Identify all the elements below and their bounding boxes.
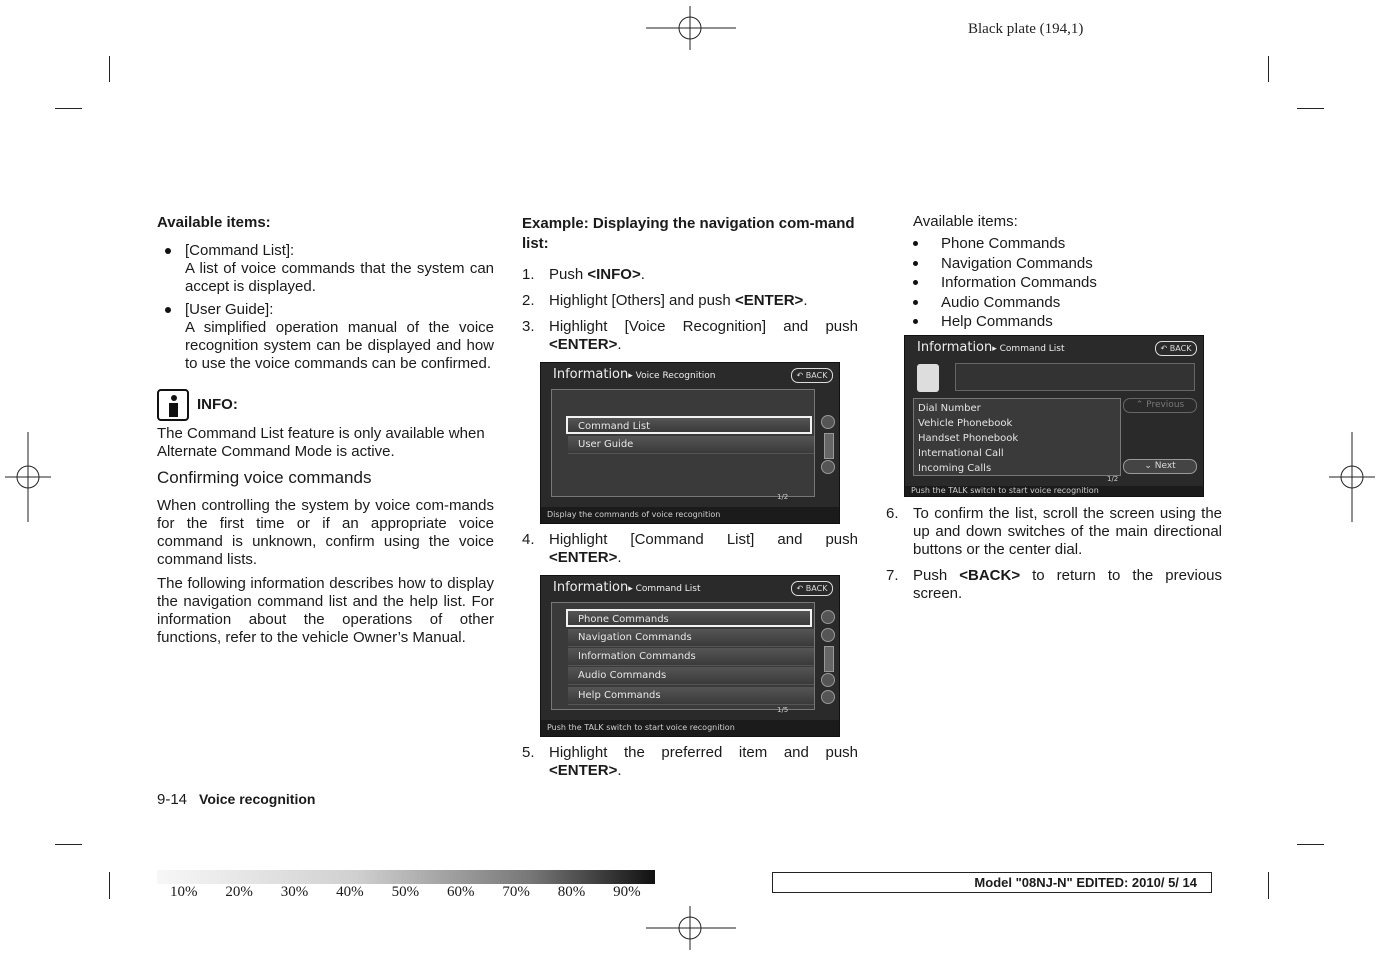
step-number: 2.	[522, 292, 535, 309]
info-text: The Command List feature is only available when Alternate Command Mode is active.	[157, 425, 485, 460]
item-description: A simplified operation manual of the voice recognition system can be displayed and how to use the voice commands can be confirmed.	[185, 319, 494, 372]
bullet-icon	[913, 300, 918, 305]
scroll-icon[interactable]	[821, 628, 835, 642]
page-footer	[157, 791, 315, 808]
menu-item[interactable]: User Guide	[568, 436, 814, 454]
step: 7. Push <BACK> to return to the previous screen.	[886, 567, 1223, 602]
scroll-up-icon[interactable]	[821, 415, 835, 429]
percent-label: 50%	[391, 884, 420, 900]
previous-button[interactable]: ⌃ Previous	[1123, 398, 1197, 413]
key-label: <ENTER>	[734, 292, 804, 309]
list-item: Audio Commands	[913, 293, 1222, 313]
screen-title: Information▸ Voice Recognition	[553, 367, 716, 382]
key-label: <ENTER>	[549, 336, 618, 353]
column-middle	[522, 214, 858, 354]
scroll-icon[interactable]	[821, 690, 835, 704]
command-panel	[913, 398, 1121, 476]
info-header	[157, 389, 494, 421]
available-items-heading: Available items:	[913, 213, 1018, 230]
menu-panel	[551, 389, 815, 497]
menu-item[interactable]: Command List	[566, 416, 812, 434]
page-number: 9-14	[157, 791, 188, 808]
scroll-down-icon[interactable]	[821, 460, 835, 474]
percent-label: 30%	[280, 884, 309, 900]
scroll-up-icon[interactable]	[821, 610, 835, 624]
step: 3. Highlight [Voice Recognition] and push <ENTER>.	[522, 318, 858, 353]
screen-title: Information▸ Command List	[553, 580, 701, 595]
plate-label: Black plate (194,1)	[968, 21, 1084, 37]
list-item	[157, 242, 494, 296]
back-button[interactable]: ↶ BACK	[1155, 341, 1197, 356]
registration-mark-left	[5, 432, 51, 522]
page-indicator: 1/2	[1107, 475, 1119, 483]
step: 6. To confirm the list, scroll the screen using the up and down switches of the main directional buttons or the center dial.	[886, 505, 1222, 558]
list-item[interactable]: International Call	[918, 448, 1004, 459]
screen-command-list	[540, 575, 840, 737]
list-item[interactable]: Incoming Calls	[918, 463, 992, 474]
info-icon	[157, 389, 189, 421]
list-item: Phone Commands	[913, 234, 1222, 254]
step-5-block	[522, 744, 858, 780]
key-label: <ENTER>	[549, 762, 618, 779]
steps-6-7	[886, 505, 1222, 603]
percent-label: 90%	[613, 884, 641, 900]
back-button[interactable]: ↶ BACK	[791, 581, 833, 596]
list-item: Help Commands	[913, 312, 1222, 332]
registration-mark-right	[1329, 432, 1375, 522]
list-item: Information Commands	[913, 273, 1222, 293]
screen-voice-recognition	[540, 362, 840, 524]
percent-label: 60%	[446, 884, 475, 900]
step-number: 7.	[886, 567, 899, 584]
screen-phone-commands	[904, 335, 1204, 497]
page-indicator: 1/5	[777, 706, 789, 714]
command-list	[918, 401, 1018, 476]
paragraph: When controlling the system by voice com-mands for the first time or if an appropriate voice command is unknown, confirm using the voice command lists.	[157, 497, 494, 568]
list-item[interactable]: Handset Phonebook	[918, 433, 1019, 444]
phone-icon	[917, 364, 939, 392]
percent-scale	[170, 884, 669, 901]
item-label: [User Guide]:	[185, 301, 274, 318]
example-heading: Example: Displaying the navigation com-mand list:	[522, 215, 855, 252]
menu-item[interactable]: Help Commands	[568, 687, 814, 705]
step: 2. Highlight [Others] and push <ENTER>.	[522, 292, 808, 309]
section-name: Voice recognition	[199, 791, 316, 807]
menu-item[interactable]: Phone Commands	[566, 609, 812, 627]
step-4-block	[522, 531, 858, 567]
step: 5. Highlight the preferred item and push <ENTER>.	[522, 744, 858, 779]
list-item[interactable]: Vehicle Phonebook	[918, 418, 1013, 429]
bullet-icon	[913, 280, 918, 285]
step-number: 5.	[522, 744, 535, 761]
step-number: 4.	[522, 531, 535, 548]
list-item: Navigation Commands	[913, 254, 1222, 274]
menu-panel	[551, 602, 815, 710]
percent-label: 70%	[502, 884, 530, 900]
page-indicator: 1/2	[777, 493, 789, 501]
item-description: A list of voice commands that the system can accept is displayed.	[185, 260, 494, 295]
status-bar: Display the commands of voice recognition	[541, 507, 839, 523]
key-label: <ENTER>	[549, 549, 618, 566]
registration-mark-top	[646, 6, 736, 50]
screen-title: Information▸ Command List	[917, 340, 1065, 355]
scroll-down-icon[interactable]	[821, 673, 835, 687]
bullet-icon	[165, 307, 171, 313]
percent-label: 40%	[336, 884, 364, 900]
menu-item[interactable]: Navigation Commands	[568, 629, 814, 647]
info-label: INFO:	[197, 396, 238, 413]
key-label: <BACK>	[959, 567, 1021, 584]
registration-mark-bottom	[646, 906, 736, 950]
percent-label: 20%	[225, 884, 253, 900]
scrollbar[interactable]	[824, 646, 834, 672]
command-list	[886, 234, 1222, 332]
back-button[interactable]: ↶ BACK	[791, 368, 833, 383]
column-left	[157, 214, 494, 647]
menu-item[interactable]: Audio Commands	[568, 667, 814, 685]
status-bar: Push the TALK switch to start voice recognition	[541, 720, 839, 736]
bullet-icon	[913, 261, 918, 266]
status-bar: Push the TALK switch to start voice recognition	[905, 486, 1203, 496]
step-number: 6.	[886, 505, 899, 522]
step-number: 1.	[522, 266, 535, 283]
next-button[interactable]: ⌄ Next	[1123, 459, 1197, 474]
bullet-icon	[165, 248, 171, 254]
section-heading: Confirming voice commands	[157, 468, 372, 487]
step: 4. Highlight [Command List] and push <ENTER>.	[522, 531, 858, 566]
gradient-bar	[157, 870, 655, 884]
bullet-icon	[913, 241, 918, 246]
menu-item[interactable]: Information Commands	[568, 648, 814, 666]
list-item[interactable]: Dial Number	[918, 403, 981, 414]
model-edited-box: Model "08NJ-N" EDITED: 2010/ 5/ 14	[772, 872, 1212, 893]
list-item	[157, 301, 494, 373]
percent-label: 80%	[557, 884, 586, 900]
column-right	[886, 213, 1222, 332]
step-number: 3.	[522, 318, 535, 335]
available-items-heading: Available items:	[157, 214, 271, 231]
search-field[interactable]	[955, 363, 1195, 391]
step: 1. Push <INFO>.	[522, 266, 645, 283]
bullet-icon	[913, 319, 918, 324]
percent-label: 10%	[170, 884, 198, 900]
scrollbar[interactable]	[824, 433, 834, 459]
paragraph: The following information describes how to display the navigation command list and the help list. For information about the operations of other functions, refer to the vehicle Owner’s Manual.	[157, 575, 494, 646]
key-label: <INFO>	[587, 266, 641, 283]
item-label: [Command List]:	[185, 242, 295, 259]
